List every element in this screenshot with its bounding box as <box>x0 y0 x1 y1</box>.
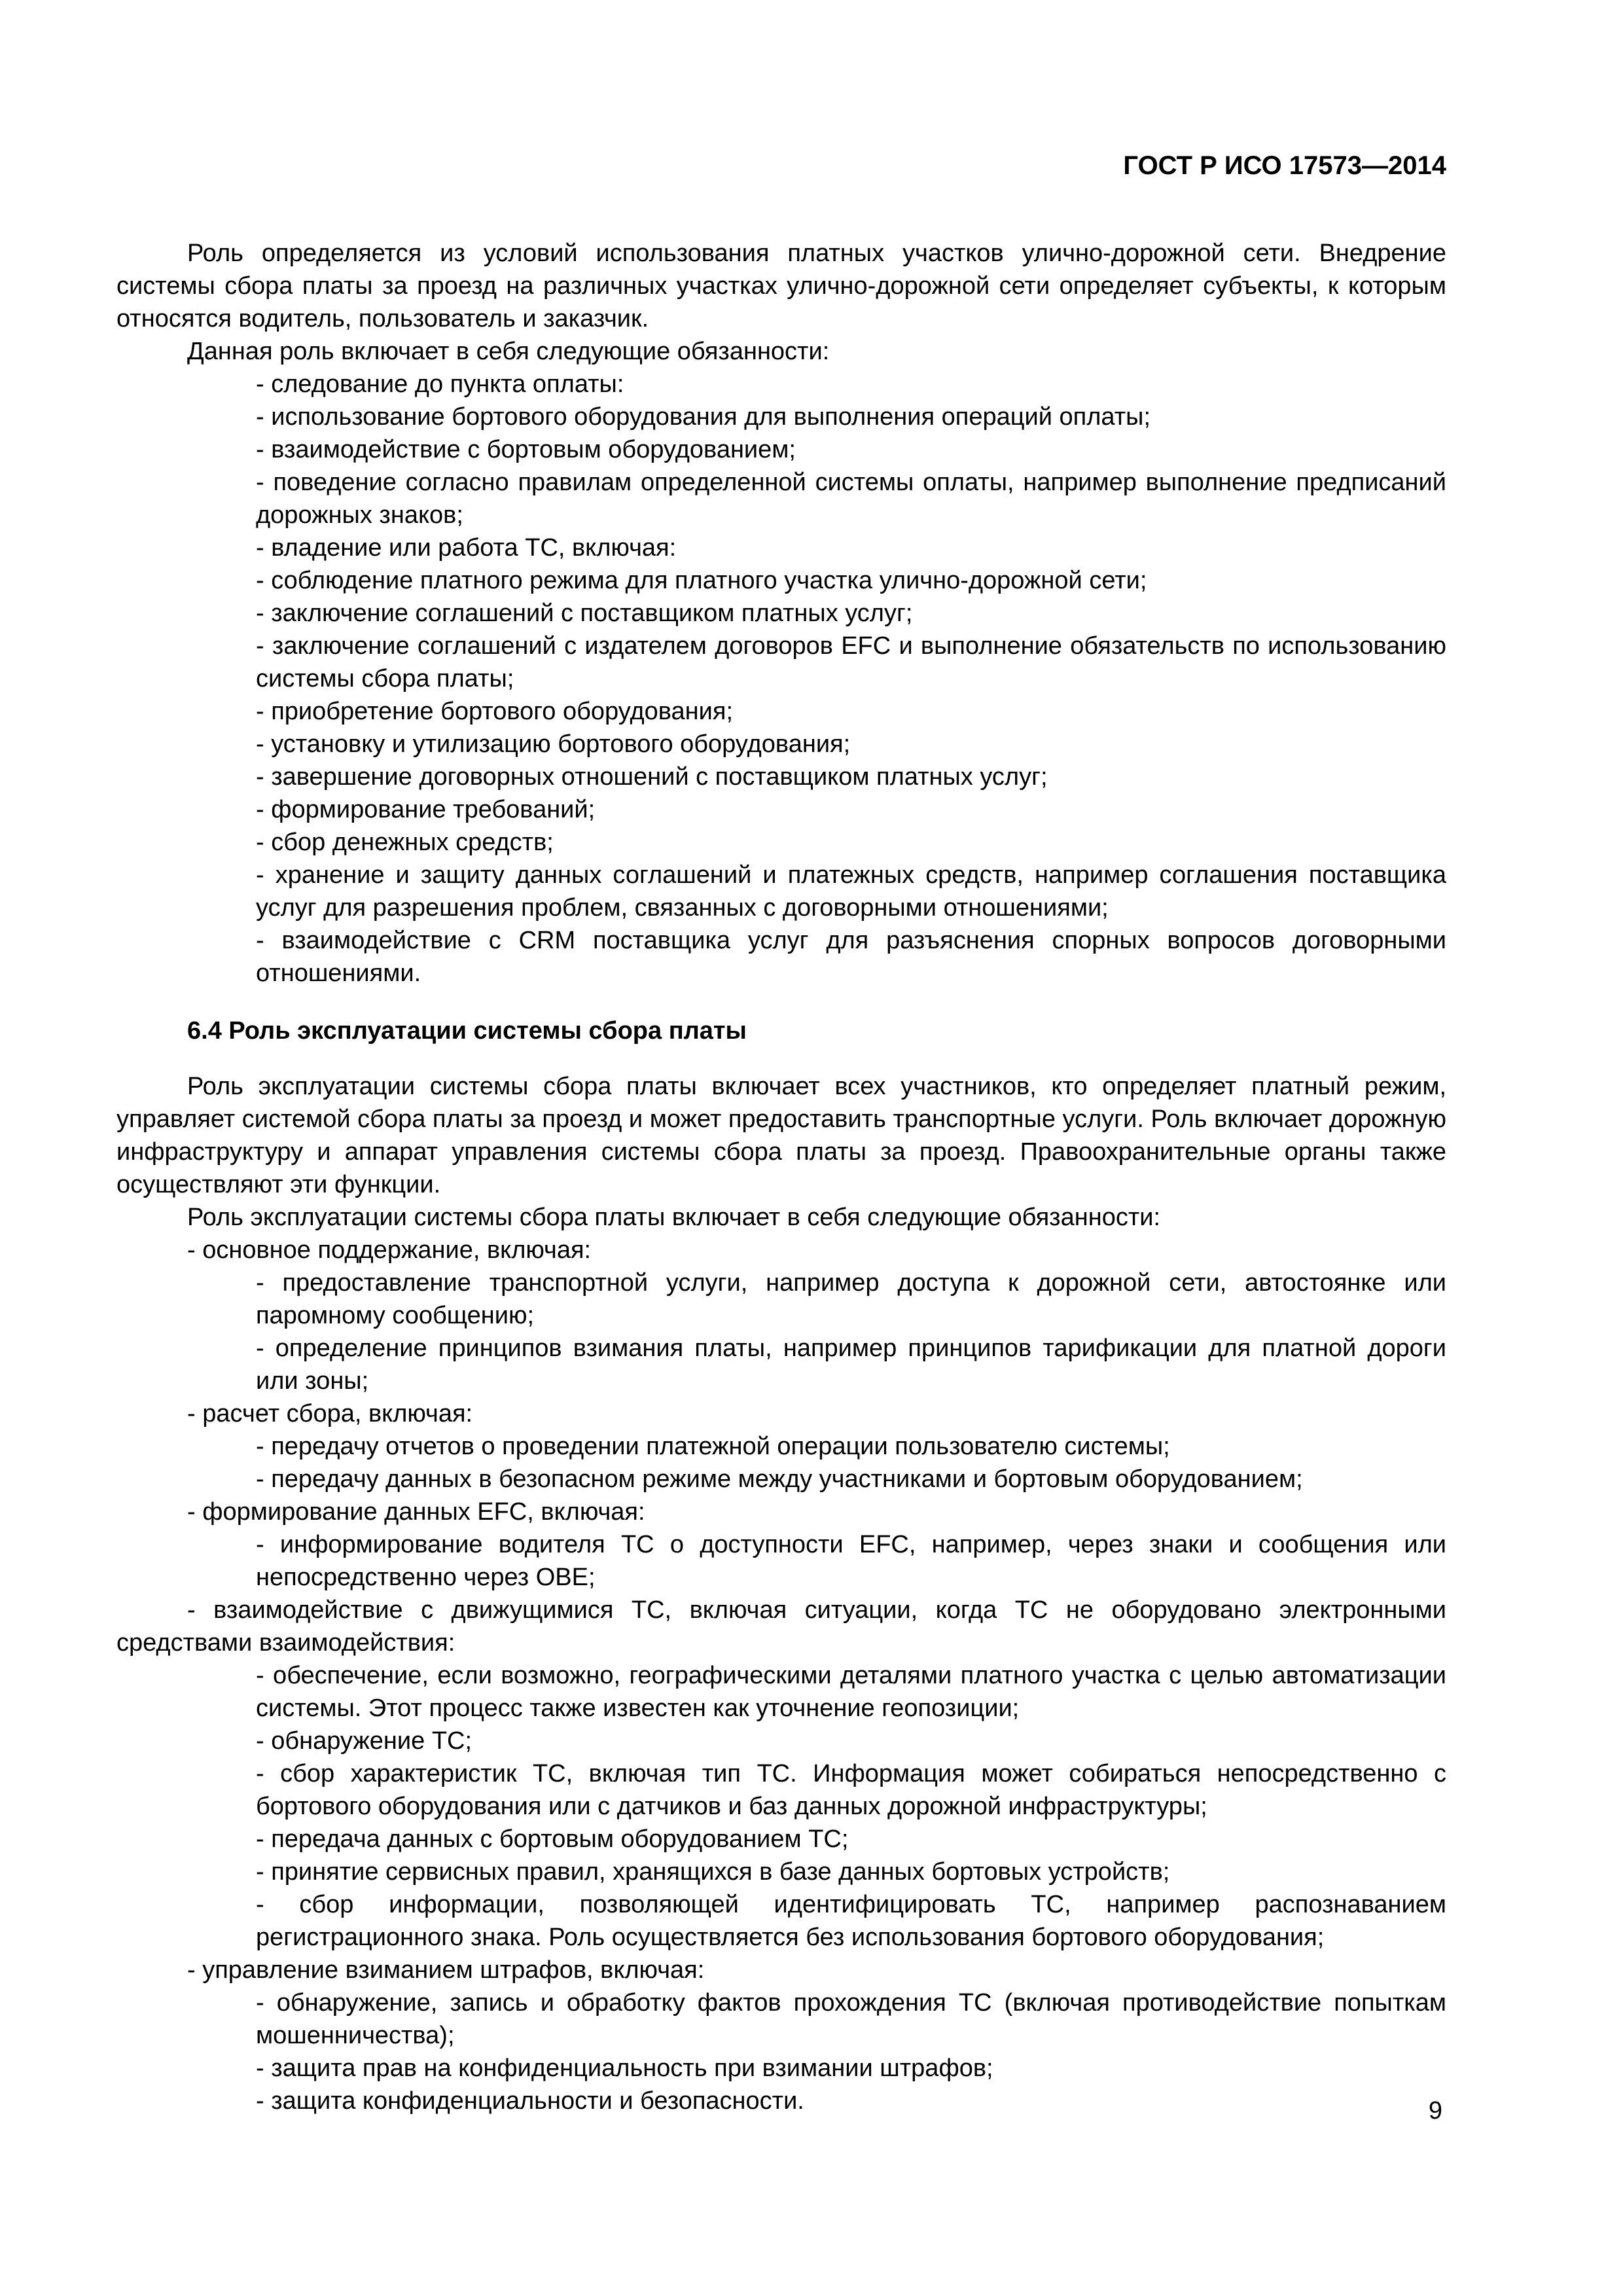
group-title: - расчет сбора, включая: <box>187 1400 473 1427</box>
duty-item: - соблюдение платного режима для платного участка улично-дорожной сети; <box>256 567 1147 594</box>
group-item: - защита конфиденциальности и безопасности. <box>256 2087 804 2115</box>
duty-item: - заключение соглашений с издателем договоров EFC и выполнение обязательств по использованию системы сбора платы; <box>256 632 1446 692</box>
group-item: - сбор характеристик ТС, включая тип ТС. Информация может собираться непосредственно с бортового оборудования или с датчиков и баз данных дорожной инфраструктуры; <box>256 1760 1446 1820</box>
group-item: - принятие сервисных правил, хранящихся в базе данных бортовых устройств; <box>256 1858 1170 1886</box>
group-item: - определение принципов взимания платы, например принципов тарификации для платной дороги или зоны; <box>256 1335 1446 1395</box>
intro-paragraph: Роль определяется из условий использования платных участков улично-дорожной сети. Внедрение системы сбора платы за проезд на различных участках улично-дорожной сети определяет субъекты, к которым относятся водитель, пользователь и заказчик. <box>116 240 1446 332</box>
duty-item: - приобретение бортового оборудования; <box>256 698 734 725</box>
duty-item: - установку и утилизацию бортового оборудования; <box>256 730 851 758</box>
group-item: - обнаружение, запись и обработку фактов прохождения ТС (включая противодействие попыткам мошенничества); <box>256 1989 1446 2049</box>
group-title: - взаимодействие с движущимися ТС, включая ситуации, когда ТС не оборудовано электронными средствами взаимодействия: <box>116 1596 1446 1657</box>
duty-item: - следование до пункта оплаты: <box>256 370 624 398</box>
section-paragraph: Роль эксплуатации системы сбора платы включает всех участников, кто определяет платный режим, управляет системой сбора платы за проезд и может предоставить транспортные услуги. Роль включает дорожную инфраструктуру и аппарат управления системы сбора платы за проезд. Правоохранительные органы также осуществляют эти функции. <box>116 1073 1446 1198</box>
group-item: - обеспечение, если возможно, географическими деталями платного участка с целью автоматизации системы. Этот процесс также известен как уточнение геопозиции; <box>256 1662 1446 1722</box>
duty-item: - использование бортового оборудования для выполнения операций оплаты; <box>256 403 1150 431</box>
group-item: - передачу отчетов о проведении платежной операции пользователю системы; <box>256 1433 1170 1460</box>
duty-item: - сбор денежных средств; <box>256 829 554 856</box>
duty-item: - заключение соглашений с поставщиком платных услуг; <box>256 600 913 627</box>
page-number: 9 <box>1428 2097 1442 2125</box>
duty-item: - формирование требований; <box>256 796 596 823</box>
group-item: - сбор информации, позволяющей идентифицировать ТС, например распознаванием регистрационного знака. Роль осуществляется без использования бортового оборудования; <box>256 1891 1446 1951</box>
group-item: - защита прав на конфиденциальность при взимании штрафов; <box>256 2054 993 2082</box>
group-item: - обнаружение ТС; <box>256 1727 473 1755</box>
group-title: - основное поддержание, включая: <box>187 1236 592 1264</box>
group-title: - управление взиманием штрафов, включая: <box>187 1956 705 1984</box>
group-item: - передача данных с бортовым оборудованием ТС; <box>256 1825 849 1853</box>
duties-intro: Данная роль включает в себя следующие обязанности: <box>187 338 830 365</box>
group-item: - предоставление транспортной услуги, например доступа к дорожной сети, автостоянке или паромному сообщению; <box>256 1269 1446 1329</box>
duty-item: - взаимодействие с CRM поставщика услуг для разъяснения спорных вопросов договорными отношениями. <box>256 927 1446 987</box>
duty-item: - владение или работа ТС, включая: <box>256 534 677 562</box>
duty-item: - хранение и защиту данных соглашений и платежных средств, например соглашения поставщика услуг для разрешения проблем, связанных с договорными отношениями; <box>256 861 1446 922</box>
section-duties-intro: Роль эксплуатации системы сбора платы включает в себя следующие обязанности: <box>187 1204 1161 1231</box>
group-item: - информирование водителя ТС о доступности EFC, например, через знаки и сообщения или непосредственно через OBE; <box>256 1531 1446 1591</box>
document-header: ГОСТ Р ИСО 17573—2014 <box>1123 151 1446 180</box>
group-title: - формирование данных EFC, включая: <box>187 1498 645 1526</box>
duty-item: - поведение согласно правилам определенной системы оплаты, например выполнение предписаний дорожных знаков; <box>256 469 1446 529</box>
duty-item: - завершение договорных отношений с поставщиком платных услуг; <box>256 763 1048 791</box>
group-item: - передачу данных в безопасном режиме между участниками и бортовым оборудованием; <box>256 1465 1303 1493</box>
duty-item: - взаимодействие с бортовым оборудованием; <box>256 436 796 463</box>
section-heading: 6.4 Роль эксплуатации системы сбора платы <box>187 1017 747 1045</box>
